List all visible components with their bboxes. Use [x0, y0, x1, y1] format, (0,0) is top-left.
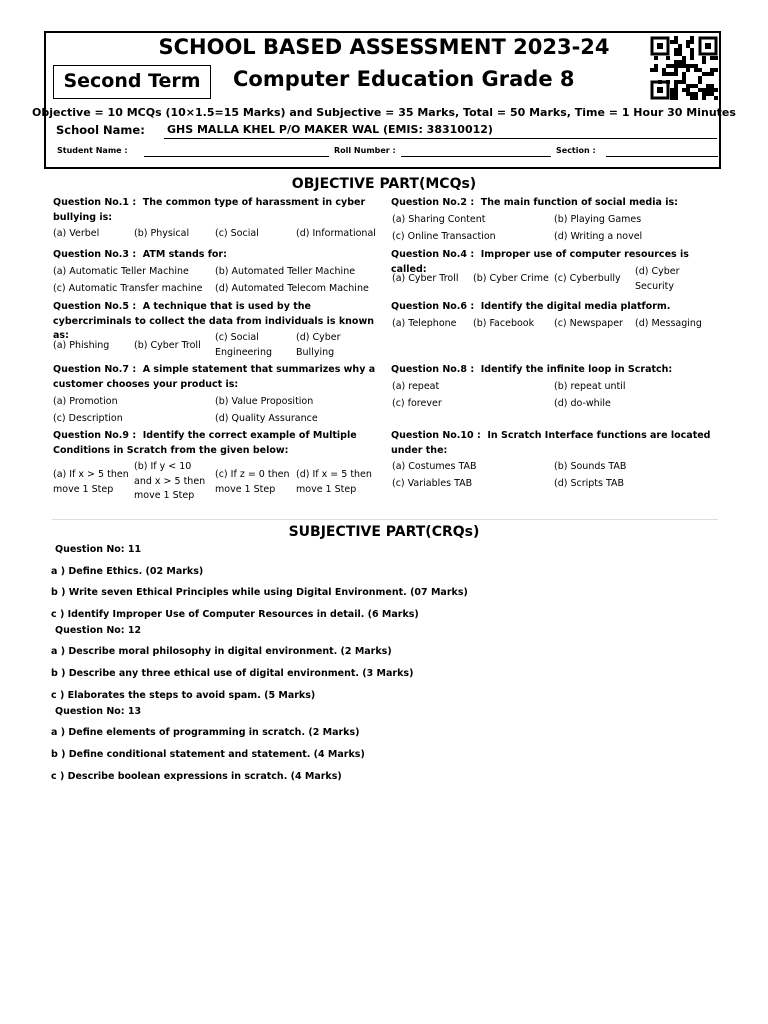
option: (c) Automatic Transfer machine: [53, 283, 203, 294]
option: (d) do-while: [554, 398, 611, 409]
option: (a) repeat: [392, 381, 440, 392]
option: (a) Phishing: [53, 340, 110, 351]
option: (d) Quality Assurance: [215, 413, 318, 424]
question-7: Question No.7 : A simple statement that summarizes why a customer chooses your product is:: [53, 364, 376, 390]
subjective-title: SUBJECTIVE PART(CRQs): [288, 524, 480, 540]
option: (a) Sharing Content: [392, 214, 486, 225]
student-name-label: Student Name :: [57, 146, 128, 155]
option: (c) Social: [215, 228, 259, 239]
question-11-label: Question No: 11: [55, 544, 142, 555]
option: (c) forever: [392, 398, 442, 409]
question-13-part-a: a ) Define elements of programming in scratch. (2 Marks): [51, 727, 360, 738]
option: (b) Cyber Troll: [134, 340, 201, 351]
roll-number-label: Roll Number :: [334, 146, 396, 155]
option: (d) Cyber Bullying: [296, 332, 341, 358]
section-label: Section :: [556, 146, 596, 155]
option: (d) Informational: [296, 228, 376, 239]
option: (b) Facebook: [473, 318, 535, 329]
option: (b) If y < 10 and x > 5 then move 1 Step: [134, 461, 206, 501]
question-9: Question No.9 : Identify the correct example of Multiple Conditions in Scratch from the given below:: [53, 430, 357, 456]
option: (b) Playing Games: [554, 214, 642, 225]
option: (a) Promotion: [53, 396, 118, 407]
option: (a) Verbel: [53, 228, 100, 239]
question-11-part-c: c ) Identify Improper Use of Computer Resources in detail. (6 Marks): [51, 609, 419, 620]
option: (d) Scripts TAB: [554, 478, 625, 489]
question-11-part-a: a ) Define Ethics. (02 Marks): [51, 566, 204, 577]
question-11-part-b: b ) Write seven Ethical Principles while using Digital Environment. (07 Marks): [51, 587, 468, 598]
subject-title: Computer Education Grade 8: [233, 67, 575, 91]
option: (a) Automatic Teller Machine: [53, 266, 189, 277]
question-5: Question No.5 : A technique that is used by the cybercriminals to collect the data from individuals is known as:: [53, 301, 375, 341]
marks-summary: Objective = 10 MCQs (10×1.5=15 Marks) and Subjective = 35 Marks, Total = 50 Marks, Time = 1 Hour 30 Minutes: [32, 106, 736, 119]
roll-number-field[interactable]: [401, 156, 551, 157]
qr-code-icon: [650, 36, 718, 100]
question-13-part-c: c ) Describe boolean expressions in scratch. (4 Marks): [51, 771, 342, 782]
question-12-part-c: c ) Elaborates the steps to avoid spam. (5 Marks): [51, 690, 316, 701]
question-8: Question No.8 : Identify the infinite loop in Scratch:: [391, 364, 673, 375]
question-3: Question No.3 : ATM stands for:: [53, 249, 227, 260]
section-field[interactable]: [606, 156, 718, 157]
option: (c) Cyberbully: [554, 273, 621, 284]
option: (b) Automated Teller Machine: [215, 266, 356, 277]
question-12-label: Question No: 12: [55, 625, 142, 636]
objective-title: OBJECTIVE PART(MCQs): [291, 176, 477, 192]
school-name-value: GHS MALLA KHEL P/O MAKER WAL (EMIS: 38310012): [167, 123, 493, 136]
option: (b) Cyber Crime: [473, 273, 549, 284]
option: (d) Automated Telecom Machine: [215, 283, 369, 294]
school-name-underline: [164, 138, 717, 139]
section-divider: [52, 519, 718, 520]
question-10: Question No.10 : In Scratch Interface functions are located under the:: [391, 430, 711, 456]
question-13-part-b: b ) Define conditional statement and statement. (4 Marks): [51, 749, 365, 760]
term-badge: Second Term: [53, 65, 211, 99]
option: (c) Online Transaction: [392, 231, 496, 242]
option: (b) Sounds TAB: [554, 461, 627, 472]
option: (c) If z = 0 then move 1 Step: [215, 469, 290, 495]
option: (a) Costumes TAB: [392, 461, 477, 472]
option: (b) repeat until: [554, 381, 626, 392]
question-4: Question No.4 : Improper use of computer resources is called:: [391, 249, 689, 275]
option: (b) Value Proposition: [215, 396, 314, 407]
option: (c) Social Engineering: [215, 332, 272, 358]
question-13-label: Question No: 13: [55, 706, 142, 717]
question-12-part-a: a ) Describe moral philosophy in digital environment. (2 Marks): [51, 646, 392, 657]
option: (b) Physical: [134, 228, 190, 239]
student-name-field[interactable]: [144, 156, 329, 157]
option: (c) Newspaper: [554, 318, 623, 329]
question-12-part-b: b ) Describe any three ethical use of digital environment. (3 Marks): [51, 668, 414, 679]
option: (a) If x > 5 then move 1 Step: [53, 469, 129, 495]
option: (d) Writing a novel: [554, 231, 643, 242]
exam-title: SCHOOL BASED ASSESSMENT 2023-24: [158, 35, 610, 59]
option: (c) Variables TAB: [392, 478, 473, 489]
option: (d) Cyber Security: [635, 266, 680, 292]
option: (c) Description: [53, 413, 123, 424]
option: (a) Cyber Troll: [392, 273, 459, 284]
option: (d) Messaging: [635, 318, 702, 329]
option: (d) If x = 5 then move 1 Step: [296, 469, 372, 495]
option: (a) Telephone: [392, 318, 457, 329]
school-name-label: School Name:: [56, 123, 145, 137]
question-6: Question No.6 : Identify the digital media platform.: [391, 301, 671, 312]
question-1: Question No.1 : The common type of harassment in cyber bullying is:: [53, 197, 366, 223]
question-2: Question No.2 : The main function of social media is:: [391, 197, 678, 208]
